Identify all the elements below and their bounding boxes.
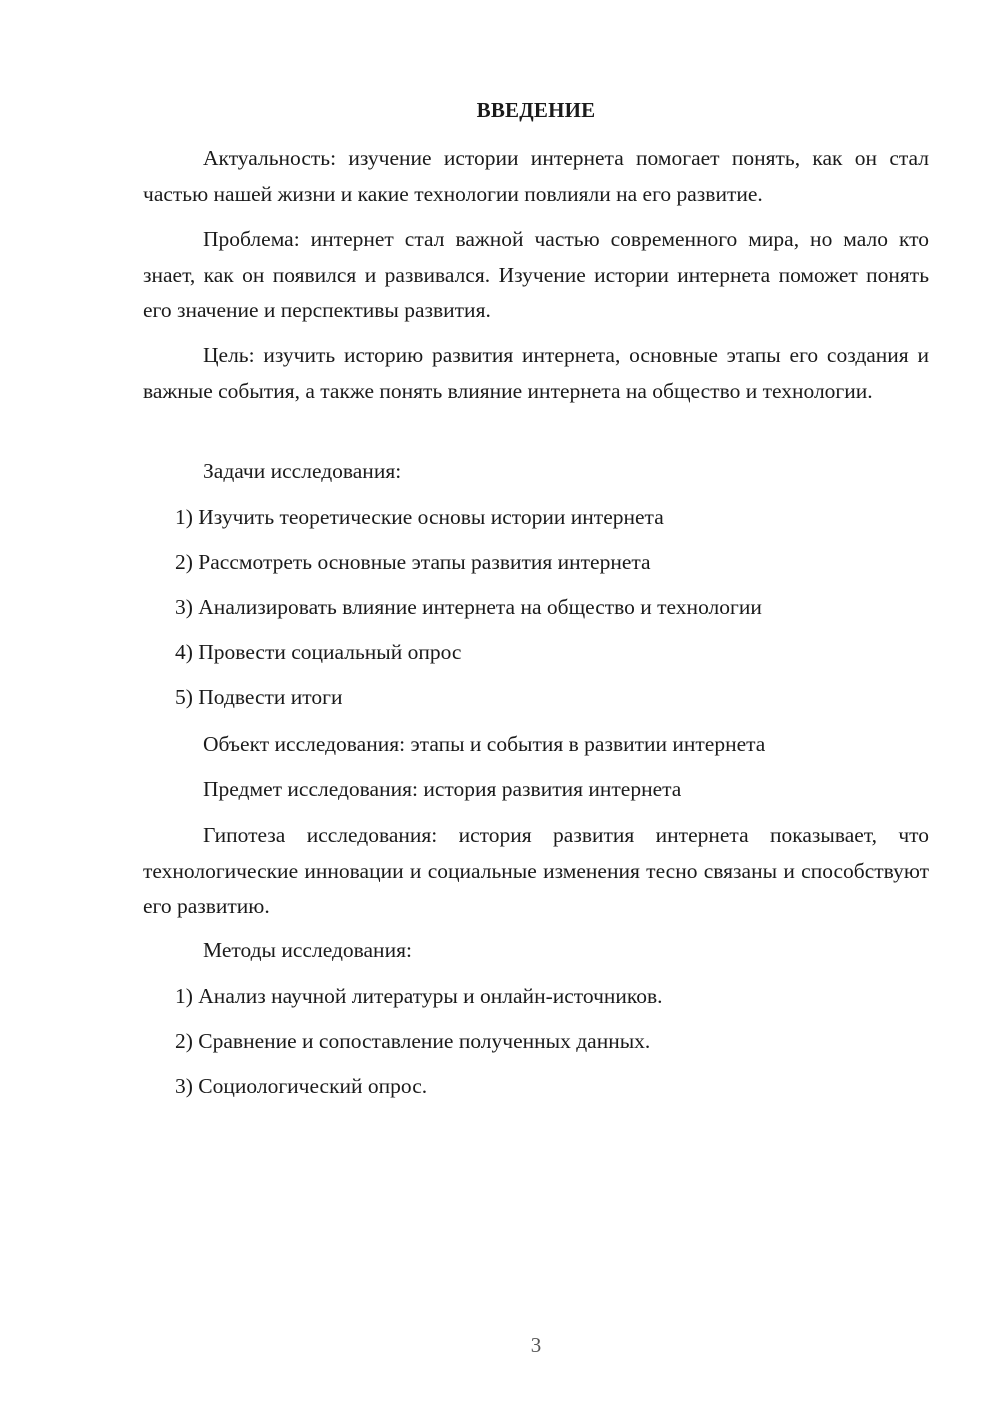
problem-text: Проблема: интернет стал важной частью современного мира, но мало кто знает, как он появился и развивался. Изучение истории интернета поможет понять его значение и перспективы развития. [143,227,929,322]
hypothesis-text: Гипотеза исследования: история развития интернета показывает, что технологические инновации и социальные изменения тесно связаны и способствуют его развитию. [143,823,929,918]
goal-paragraph [143,338,929,409]
task-item-text: 5) Подвести итоги [175,685,343,709]
task-item-text: 1) Изучить теоретические основы истории интернета [175,505,664,529]
relevance-paragraph [143,141,929,212]
subject-text: Предмет исследования: история развития интернета [203,777,682,801]
goal-text: Цель: изучить историю развития интернета, основные этапы его создания и важные события, а также понять влияние интернета на общество и технологии. [143,343,929,403]
page-number: 3 [530,1333,542,1357]
method-item [143,1024,929,1060]
task-item-text: 2) Рассмотреть основные этапы развития интернета [175,550,651,574]
object-block [143,727,929,763]
tasks-heading: Задачи исследования: [203,459,402,483]
task-item-text: 3) Анализировать влияние интернета на общество и технологии [175,595,762,619]
task-item [143,545,929,581]
task-item [143,680,929,716]
method-item [143,1069,929,1105]
task-item [143,635,929,671]
problem-paragraph [143,222,929,329]
page-title: ВВЕДЕНИЕ [476,98,596,122]
tasks-heading-block [143,454,929,490]
methods-heading-block [143,933,929,969]
relevance-text: Актуальность: изучение истории интернета помогает понять, как он стал частью нашей жизни и какие технологии повлияли на его развитие. [143,146,929,206]
method-item-text: 1) Анализ научной литературы и онлайн-источников. [175,984,663,1008]
task-item [143,500,929,536]
object-text: Объект исследования: этапы и события в развитии интернета [203,732,766,756]
task-item [143,590,929,626]
method-item-text: 3) Социологический опрос. [175,1074,428,1098]
hypothesis-paragraph [143,818,929,925]
method-item-text: 2) Сравнение и сопоставление полученных данных. [175,1029,651,1053]
task-item-text: 4) Провести социальный опрос [175,640,462,664]
subject-block [143,772,929,808]
methods-heading: Методы исследования: [203,938,412,962]
method-item [143,979,929,1015]
